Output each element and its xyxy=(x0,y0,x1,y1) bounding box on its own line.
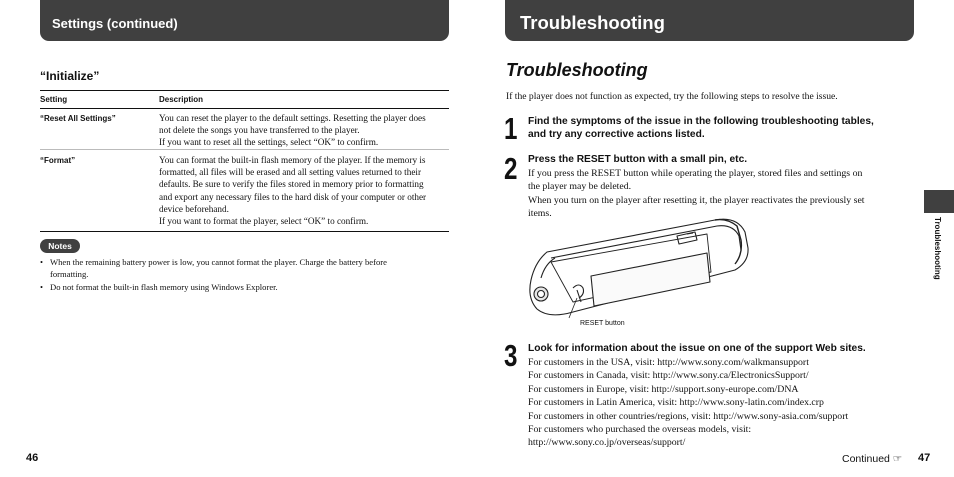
step-heading-line: and try any corrective actions listed. xyxy=(528,129,705,140)
step-text-line: If you press the RESET button while operating the player, stored files and settings on xyxy=(528,168,863,179)
step-text-line: For customers in Canada, visit: http://www.sony.ca/ElectronicsSupport/ xyxy=(528,370,809,382)
step-text-line: For customers in Europe, visit: http://support.sony-europe.com/DNA xyxy=(528,383,799,395)
description-line: formatted, all files will be erased and all setting values returned to their xyxy=(159,167,422,178)
description-line: You can format the built-in flash memory of the player. If the memory is xyxy=(159,155,426,165)
step-number: 2 xyxy=(504,151,518,186)
left-header-title: Settings (continued) xyxy=(52,16,178,31)
description-format xyxy=(159,154,449,227)
table-bottom-rule xyxy=(40,231,449,232)
right-page-header xyxy=(505,0,914,41)
step-heading-line: Look for information about the issue on one of the support Web sites. xyxy=(528,343,866,354)
step-text-line: For customers who purchased the overseas models, visit: xyxy=(528,424,752,436)
step-text xyxy=(528,356,848,450)
note-line: When the remaining battery power is low, you cannot format the player. Charge the battery before xyxy=(50,257,387,267)
note-line: formatting. xyxy=(50,268,89,279)
side-tab-marker xyxy=(924,190,954,213)
notes-badge: Notes xyxy=(40,239,80,253)
step-text-line: For customers in the USA, visit: http://www.sony.com/walkmansupport xyxy=(528,357,809,368)
step-heading-line: Press the RESET button with a small pin, etc. xyxy=(528,154,748,165)
step-text-line: items. xyxy=(528,208,552,220)
step-text-line: For customers in other countries/regions, visit: http://www.sony-asia.com/support xyxy=(528,410,849,422)
description-line: If you want to reset all the settings, select “OK” to confirm. xyxy=(159,137,379,148)
right-header-title: Troubleshooting xyxy=(520,12,665,33)
step-text xyxy=(528,167,865,221)
step-text-line: http://www.sony.co.jp/overseas/support/ xyxy=(528,437,686,449)
description-line: device beforehand. xyxy=(159,203,229,214)
description-line: not delete the songs you have transferred to the player. xyxy=(159,125,360,136)
bullet-icon: • xyxy=(40,257,44,267)
page-number-right: 47 xyxy=(918,452,931,464)
step-heading xyxy=(528,342,866,355)
step-text-line: the player may be deleted. xyxy=(528,181,632,193)
notes-list xyxy=(40,257,450,296)
step-number: 3 xyxy=(504,338,518,373)
description-reset-all xyxy=(159,112,449,149)
setting-format: “Format” xyxy=(40,156,76,165)
player-illustration xyxy=(527,218,749,320)
note-item xyxy=(40,257,450,280)
bullet-icon: • xyxy=(40,282,44,292)
step-heading xyxy=(528,153,747,166)
step-heading xyxy=(528,115,874,141)
table-row-divider xyxy=(40,149,449,150)
section-title: “Initialize” xyxy=(40,69,100,83)
description-line: You can reset the player to the default settings. Resetting the player does xyxy=(159,113,426,123)
column-header-description: Description xyxy=(159,95,204,104)
intro-text: If the player does not function as expected, try the following steps to resolve the issue. xyxy=(506,91,838,102)
page-title: Troubleshooting xyxy=(506,60,648,80)
side-tab-label: Troubleshooting xyxy=(933,217,942,280)
description-line: defaults. Be sure to verify the files stored in memory prior to formatting xyxy=(159,179,424,190)
description-line: and export any necessary files to the hard disk of your computer or other xyxy=(159,191,427,202)
step-text-line: When you turn on the player after resetting it, the player reactivates the previously set xyxy=(528,194,865,206)
step-text-line: For customers in Latin America, visit: http://www.sony-latin.com/index.crp xyxy=(528,397,824,409)
step-number: 1 xyxy=(504,111,518,146)
note-item xyxy=(40,282,450,294)
description-line: If you want to format the player, select “OK” to confirm. xyxy=(159,216,369,227)
table-header-rule xyxy=(40,108,449,109)
note-line: Do not format the built-in flash memory using Windows Explorer. xyxy=(50,282,278,292)
setting-reset-all: “Reset All Settings” xyxy=(40,114,116,123)
reset-button-label: RESET button xyxy=(580,320,625,327)
continued-label: Continued ☞ xyxy=(842,453,903,465)
column-header-setting: Setting xyxy=(40,95,68,104)
left-page-header xyxy=(40,0,449,41)
page-number-left: 46 xyxy=(26,452,39,464)
step-heading-line: Find the symptoms of the issue in the following troubleshooting tables, xyxy=(528,116,874,127)
table-top-rule xyxy=(40,90,449,91)
